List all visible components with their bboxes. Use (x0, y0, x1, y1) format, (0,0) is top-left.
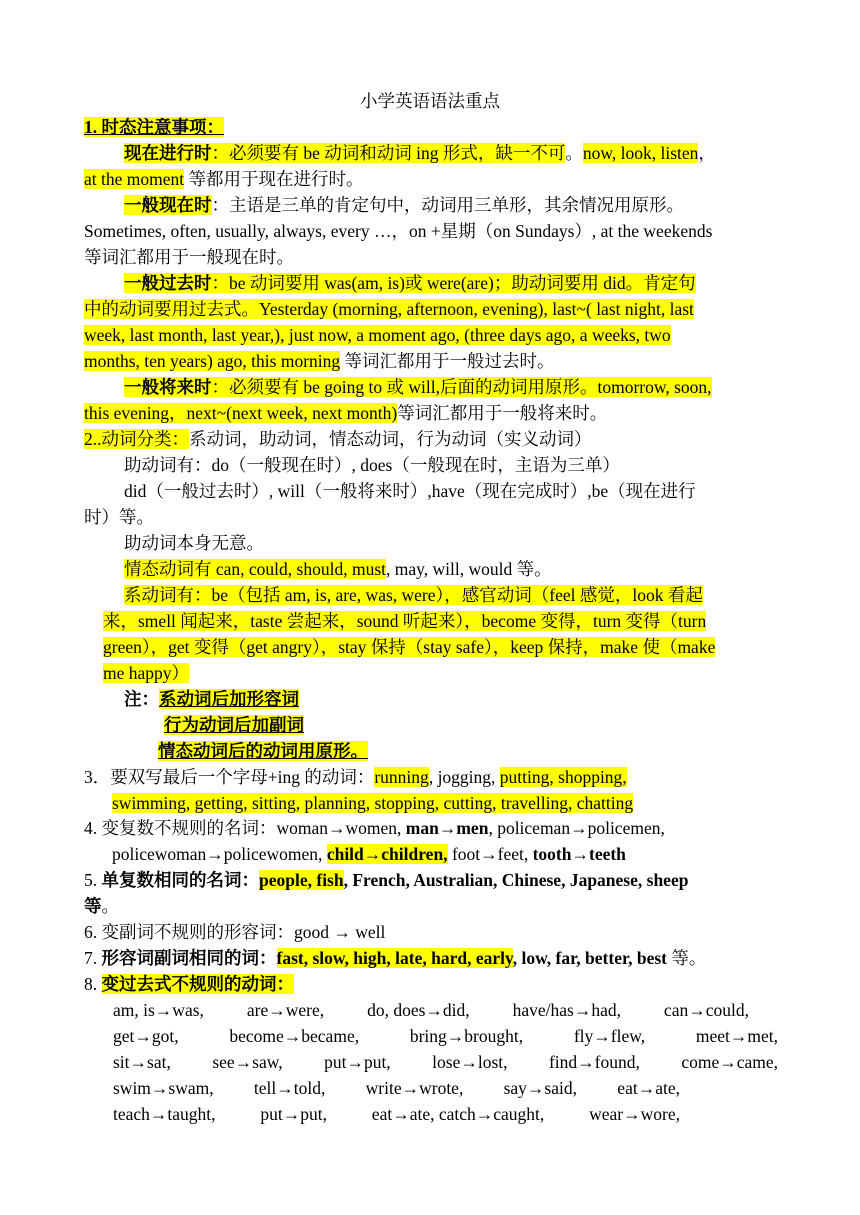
simple-past-text-2: 中的动词要用过去式。Yesterday (morning, afternoon, evening), last~( last night, last (84, 299, 694, 319)
plural-pair-bold: man→men (405, 818, 489, 838)
verb-pair: have/has→had, (512, 1000, 621, 1020)
verb-pair: put→put, (324, 1052, 391, 1072)
section-1-heading (84, 114, 778, 140)
auxiliary-line-3: 时）等。 (84, 507, 154, 527)
verb-pair: lose→lost, (432, 1052, 508, 1072)
verb-pair: get→got, (113, 1026, 179, 1046)
section-7-end: 等。 (667, 948, 707, 968)
verb-pair: teach→taught, (113, 1104, 216, 1124)
irregular-past-row-5 (113, 1101, 680, 1127)
verb-pair: put→put, (260, 1104, 327, 1124)
verb-pair: are→were, (246, 1000, 325, 1020)
verb-pair: sit→sat, (113, 1052, 171, 1072)
linking-verbs-text-1: 系动词有：be（包括 am, is, are, was, were），感官动词（feel 感觉，look 看起 (124, 585, 703, 605)
simple-past-line-3 (84, 322, 778, 348)
simple-past-note: 等词汇都用于一般过去时。 (340, 351, 555, 371)
plural-pair: , policeman→policemen, (488, 818, 665, 838)
verb-pair: tell→told, (253, 1078, 326, 1098)
note-1: 系动词后加形容词 (159, 689, 299, 709)
section-5-line-1 (84, 867, 778, 893)
verb-pair: can→could, (663, 1000, 749, 1020)
present-continuous-rule: ：必须要有 be 动词和动词 ing 形式，缺一不可 (211, 143, 566, 163)
irregular-past-row-1 (113, 997, 749, 1023)
present-continuous-line-1 (84, 140, 778, 166)
section-5-line-2 (84, 893, 778, 919)
verb-pair: am, is→was, (113, 1000, 204, 1020)
auxiliary-line-1: 助动词有：do（一般现在时）, does（一般现在时，主语为三单） (124, 455, 620, 475)
section-3-line-2 (84, 790, 778, 816)
section-6-line: 6. 变副词不规则的形容词：good → well (84, 922, 386, 942)
note-line-2 (84, 712, 778, 738)
simple-past-text-4: months, ten years) ago, this morning (84, 351, 341, 371)
modal-verbs-highlight: 情态动词有 can, could, should, must (124, 559, 386, 579)
page-title: 小学英语语法重点 (360, 91, 500, 111)
irregular-past-row-2 (113, 1023, 778, 1049)
present-continuous-term: 现在进行时 (124, 143, 212, 163)
plural-pair-highlight: child→children, (326, 844, 448, 864)
simple-future-words: this evening，next~(next week, next month) (84, 403, 398, 423)
section-3-title: 3．要双写最后一个字母+ing 的动词： (84, 767, 375, 787)
verb-pair: meet→met, (695, 1026, 778, 1046)
double-letter-verbs-3: swimming, getting, sitting, planning, stopping, cutting, travelling, chatting (112, 793, 634, 813)
present-continuous-note: 等都用于现在进行时。 (184, 169, 364, 189)
note-3: 情态动词后的动词用原形。 (158, 741, 368, 761)
modal-verbs-rest: , may, will, would 等。 (386, 559, 552, 579)
section-4-line-2 (84, 841, 778, 867)
modal-verbs-line (84, 556, 778, 582)
section-8-number: 8. (84, 974, 102, 994)
double-letter-verbs-plain: , jogging, (428, 767, 500, 787)
note-label: 注： (124, 689, 159, 709)
present-continuous-words: now, look, listen (582, 143, 699, 163)
section-4-line-1 (84, 815, 778, 841)
verb-pair: say→said, (503, 1078, 578, 1098)
linking-verbs-line-2 (84, 608, 778, 634)
auxiliary-line-2: did（一般过去时）, will（一般将来时）,have（现在完成时）,be（现在进行 (124, 481, 696, 501)
irregular-past-row-4 (113, 1075, 680, 1101)
verb-pair: write→wrote, (365, 1078, 464, 1098)
linking-verbs-line-3 (84, 634, 778, 660)
verb-pair: eat→ate, (617, 1078, 680, 1098)
linking-verbs-text-4: me happy） (103, 663, 190, 683)
simple-present-line-2: Sometimes, often, usually, always, every …，on +星期（on Sundays）, at the weekends (84, 221, 713, 241)
double-letter-verbs-2: putting, shopping, (499, 767, 627, 787)
linking-verbs-line-4 (84, 660, 778, 686)
verb-pair: fly→flew, (573, 1026, 646, 1046)
section-7-line (84, 945, 778, 971)
note-2: 行为动词后加副词 (164, 715, 304, 735)
double-letter-verb-1: running (374, 767, 429, 787)
same-adj-adv-rest: , low, far, better, best (512, 948, 668, 968)
verb-pair: eat→ate, catch→caught, (371, 1104, 545, 1124)
simple-present-rule: ：主语是三单的肯定句中，动词用三单形，其余情况用原形。 (211, 195, 684, 215)
irregular-past-row-3 (113, 1049, 778, 1075)
simple-future-rule: ：必须要有 be going to 或 will,后面的动词用原形。tomorrow, soon, (211, 377, 712, 397)
simple-past-line-4 (84, 348, 778, 374)
section-3-line-1 (84, 764, 778, 790)
note-line-3 (84, 738, 778, 764)
plural-pair: policewoman→policewomen, (112, 844, 327, 864)
simple-past-text-3: week, last month, last year,), just now, a moment ago, (three days ago, a weeks, two (84, 325, 671, 345)
section-2-title: 2..动词分类： (84, 429, 189, 449)
simple-present-term: 一般现在时 (124, 195, 212, 215)
verb-pair: find→found, (548, 1052, 640, 1072)
section-1-title: 1. 时态注意事项： (84, 117, 224, 137)
simple-past-line-2 (84, 296, 778, 322)
linking-verbs-text-3: green），get 变得（get angry），stay 保持（stay safe），keep 保持，make 使（make (103, 637, 716, 657)
simple-past-line-1 (84, 270, 778, 296)
present-continuous-line-2 (84, 166, 778, 192)
simple-future-note: 等词汇都用于一般将来时。 (397, 403, 608, 423)
punct: ， (698, 143, 716, 163)
simple-past-rule: ：be 动词要用 was(am, is)或 were(are)；助动词要用 did。肯定句 (211, 273, 696, 293)
simple-future-line-2 (84, 400, 778, 426)
punct: 。 (101, 896, 119, 916)
same-plural-rest: , French, Australian, Chinese, Japanese, sheep (343, 870, 689, 890)
simple-past-term: 一般过去时 (124, 273, 212, 293)
verb-pair: swim→swam, (113, 1078, 214, 1098)
section-7-number: 7. (84, 948, 102, 968)
simple-present-line-3: 等词汇都用于一般现在时。 (84, 247, 294, 267)
verb-pair: wear→wore, (589, 1104, 680, 1124)
section-7-title: 形容词副词相同的词： (101, 948, 277, 968)
same-adj-adv-highlight: fast, slow, high, late, hard, early (276, 948, 513, 968)
present-continuous-words-2: at the moment (84, 169, 185, 189)
plural-pair: woman→women, (276, 818, 406, 838)
verb-pair: bring→brought, (409, 1026, 524, 1046)
section-5-etc: 等 (84, 896, 102, 916)
same-plural-highlight: people, fish (259, 870, 344, 890)
verb-pair: come→came, (681, 1052, 778, 1072)
section-8-heading (84, 971, 778, 997)
simple-future-term: 一般将来时 (124, 377, 212, 397)
verb-pair: see→saw, (212, 1052, 283, 1072)
verb-categories: 系动词，助动词，情态动词，行为动词（实义动词） (189, 429, 592, 449)
verb-pair: become→became, (229, 1026, 360, 1046)
note-line-1 (84, 686, 778, 712)
punct: 。 (565, 143, 583, 163)
linking-verbs-line-1 (84, 582, 778, 608)
section-4-title: 4. 变复数不规则的名词： (84, 818, 277, 838)
section-8-title: 变过去式不规则的动词： (101, 974, 294, 994)
plural-pair: foot→feet, (447, 844, 533, 864)
section-2-heading (84, 426, 778, 452)
plural-pair-bold: tooth→teeth (532, 844, 626, 864)
section-5-number: 5. (84, 870, 102, 890)
auxiliary-line-4: 助动词本身无意。 (124, 533, 264, 553)
section-5-title: 单复数相同的名词： (101, 870, 259, 890)
simple-future-line-1 (84, 374, 778, 400)
simple-present-line-1 (84, 192, 778, 218)
linking-verbs-text-2: 来，smell 闻起来，taste 尝起来，sound 听起来），become 变得，turn 变得（turn (103, 611, 707, 631)
verb-pair: do, does→did, (367, 1000, 470, 1020)
